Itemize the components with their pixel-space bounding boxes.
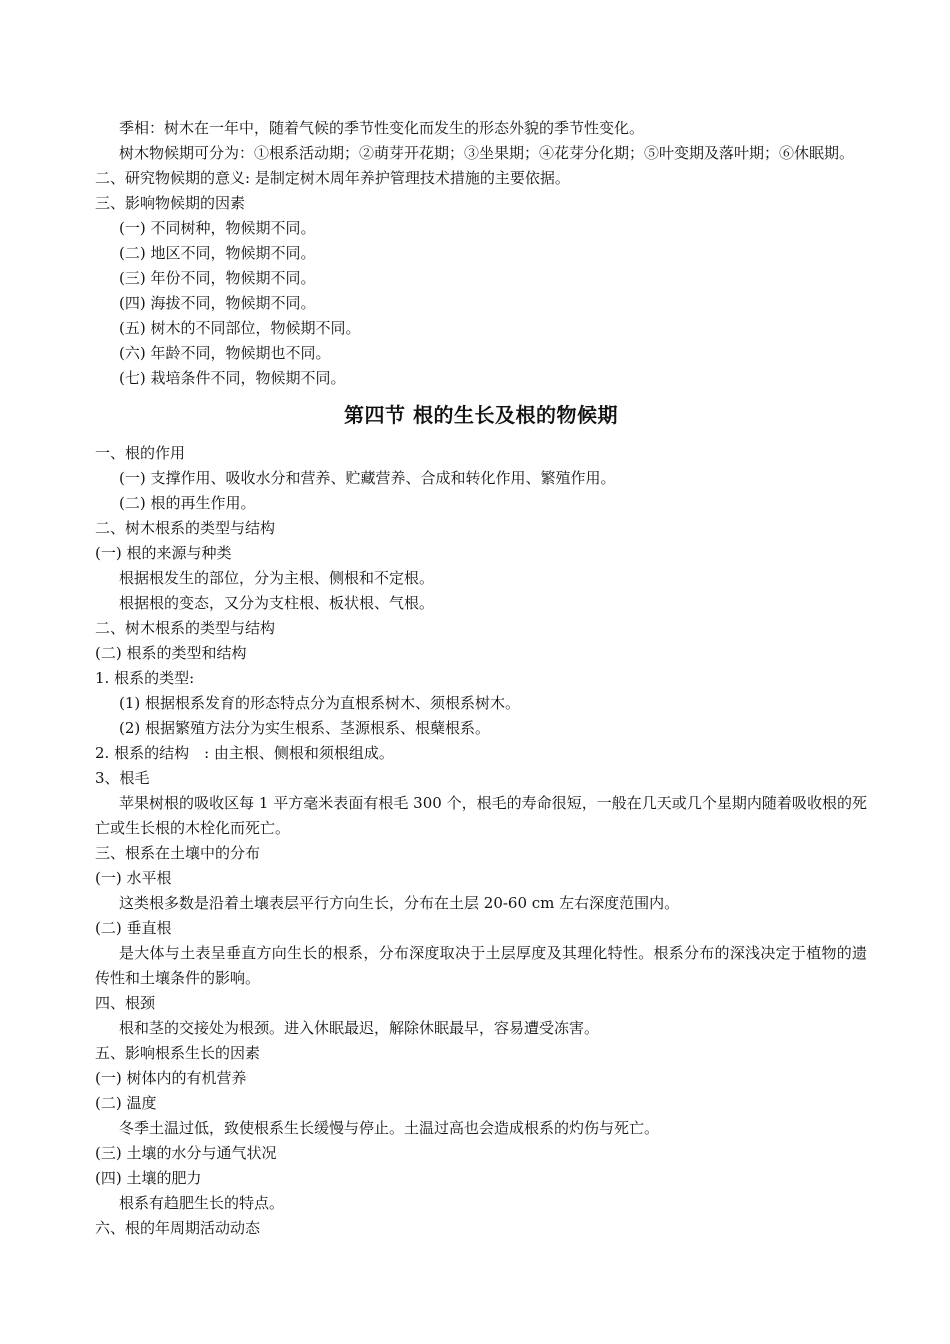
heading-factors: 三、影响物候期的因素 xyxy=(95,194,246,212)
subheading-horizontal-root: (一) 水平根 xyxy=(95,869,172,887)
subheading-root-system: (二) 根系的类型和结构 xyxy=(95,644,247,662)
list-item: (四) 海拔不同，物候期不同。 xyxy=(119,294,316,312)
subheading-soil-water: (三) 土壤的水分与通气状况 xyxy=(95,1144,277,1162)
list-item: (1) 根据根系发育的形态特点分为直根系树木、须根系树木。 xyxy=(119,694,521,712)
heading-root-types: 二、树木根系的类型与结构 xyxy=(95,519,276,537)
paragraph-text: 根据根的变态，又分为支柱根、板状根、气根。 xyxy=(119,594,435,612)
subheading-vertical-root: (二) 垂直根 xyxy=(95,919,172,937)
paragraph-text: 这类根多数是沿着土壤表层平行方向生长，分布在土层 20-60 cm 左右深度范围内。 xyxy=(119,894,680,912)
heading-root-types: 二、树木根系的类型与结构 xyxy=(95,619,276,637)
paragraph-text: 根系有趋肥生长的特点。 xyxy=(119,1194,285,1212)
list-item: (一) 支撑作用、吸收水分和营养、贮藏营养、合成和转化作用、繁殖作用。 xyxy=(119,469,616,487)
section-title: 第四节 根的生长及根的物候期 xyxy=(344,403,618,427)
list-item: (六) 年龄不同，物候期也不同。 xyxy=(119,344,331,362)
paragraph-root-hair: 苹果树根的吸收区每 1 平方毫米表面有根毛 300 个，根毛的寿命很短，一般在几天或几个星期内随着吸收根的死亡或生长根的木栓化而死亡。 xyxy=(95,794,867,837)
paragraph-text: 根据根发生的部位，分为主根、侧根和不定根。 xyxy=(119,569,435,587)
subheading-root-structure: 2. 根系的结构 : 由主根、侧根和须根组成。 xyxy=(95,744,394,762)
heading-growth-factors: 五、影响根系生长的因素 xyxy=(95,1044,261,1062)
paragraph-phenology-stages: 树木物候期可分为：①根系活动期；②萌芽开花期；③坐果期；④花芽分化期；⑤叶变期及落叶期；⑥休眠期。 xyxy=(119,144,855,162)
heading-significance: 二、研究物候期的意义: 是制定树木周年养护管理技术措施的主要依据。 xyxy=(95,169,570,187)
list-item: (五) 树木的不同部位，物候期不同。 xyxy=(119,319,361,337)
list-item: (一) 不同树种，物候期不同。 xyxy=(119,219,316,237)
paragraph-seasonal-aspect: 季相：树木在一年中，随着气候的季节性变化而发生的形态外貌的季节性变化。 xyxy=(119,119,645,137)
list-item: (二) 根的再生作用。 xyxy=(119,494,256,512)
list-item: (三) 年份不同，物候期不同。 xyxy=(119,269,316,287)
subheading-soil-fertility: (四) 土壤的肥力 xyxy=(95,1169,202,1187)
subheading-temperature: (二) 温度 xyxy=(95,1094,157,1112)
heading-root-distribution: 三、根系在土壤中的分布 xyxy=(95,844,261,862)
heading-root-function: 一、根的作用 xyxy=(95,444,186,462)
heading-root-collar: 四、根颈 xyxy=(95,994,156,1012)
paragraph-text: 根和茎的交接处为根颈。进入休眠最迟，解除休眠最早，容易遭受冻害。 xyxy=(119,1019,600,1037)
subheading-root-hair: 3、根毛 xyxy=(95,769,150,787)
subheading-root-origin: (一) 根的来源与种类 xyxy=(95,544,232,562)
document-body xyxy=(95,116,867,1241)
subheading-organic-nutrition: (一) 树体内的有机营养 xyxy=(95,1069,247,1087)
paragraph-vertical-root: 是大体与土表呈垂直方向生长的根系，分布深度取决于土层厚度及其理化特性。根系分布的深浅决定于植物的遗传性和土壤条件的影响。 xyxy=(95,944,867,987)
list-item: (七) 栽培条件不同，物候期不同。 xyxy=(119,369,346,387)
subheading-root-system-types: 1. 根系的类型: xyxy=(95,669,195,687)
heading-annual-cycle: 六、根的年周期活动动态 xyxy=(95,1219,261,1237)
list-item: (2) 根据繁殖方法分为实生根系、茎源根系、根蘖根系。 xyxy=(119,719,491,737)
paragraph-text: 冬季土温过低，致使根系生长缓慢与停止。土温过高也会造成根系的灼伤与死亡。 xyxy=(119,1119,660,1137)
list-item: (二) 地区不同，物候期不同。 xyxy=(119,244,316,262)
